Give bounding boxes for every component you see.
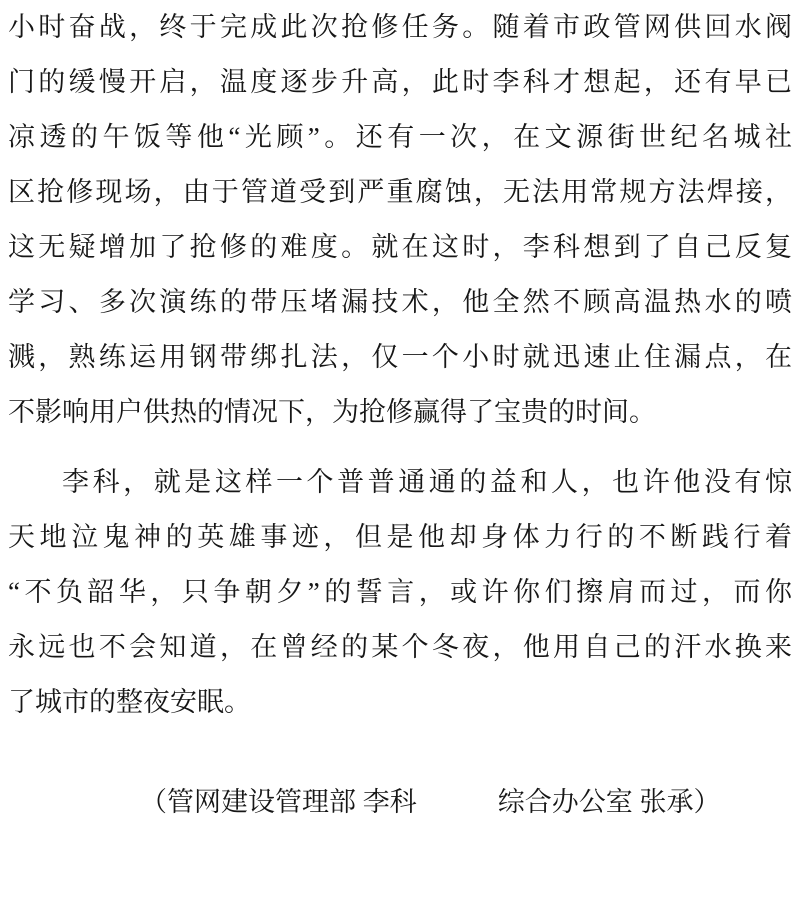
text-line: 这无疑增加了抢修的难度。就在这时，李科想到了自己反复	[8, 232, 792, 262]
text-line: 永远也不会知道，在曾经的某个冬夜，他用自己的汗水换来	[8, 632, 792, 662]
text-line: 凉透的午饭等他“光顾”。还有一次，在文源街世纪名城社	[8, 122, 792, 152]
text-line: “不负韶华，只争朝夕”的誓言，或许你们擦肩而过，而你	[8, 577, 792, 607]
text-line: 门的缓慢开启，温度逐步升高，此时李科才想起，还有早已	[8, 67, 792, 97]
text-line: 天地泣鬼神的英雄事迹，但是他却身体力行的不断践行着	[8, 522, 792, 552]
text-line: 不影响用户供热的情况下，为抢修赢得了宝贵的时间。	[8, 397, 656, 427]
text-line: 学习、多次演练的带压堵漏技术，他全然不顾高温热水的喷	[8, 287, 792, 317]
paragraph-2	[8, 455, 792, 730]
text-line: 区抢修现场，由于管道受到严重腐蚀，无法用常规方法焊接，	[8, 177, 792, 207]
text-line: 溅，熟练运用钢带绑扎法，仅一个小时就迅速止住漏点，在	[8, 342, 792, 372]
paragraph-1	[8, 0, 792, 440]
text-line: 李科，就是这样一个普普通通的益和人，也许他没有惊	[62, 467, 792, 497]
text-line: 了城市的整夜安眠。	[8, 687, 251, 717]
signature-line: （管网建设管理部 李科 综合办公室 张承）	[140, 787, 721, 817]
text-line: 小时奋战，终于完成此次抢修任务。随着市政管网供回水阀	[8, 12, 792, 42]
